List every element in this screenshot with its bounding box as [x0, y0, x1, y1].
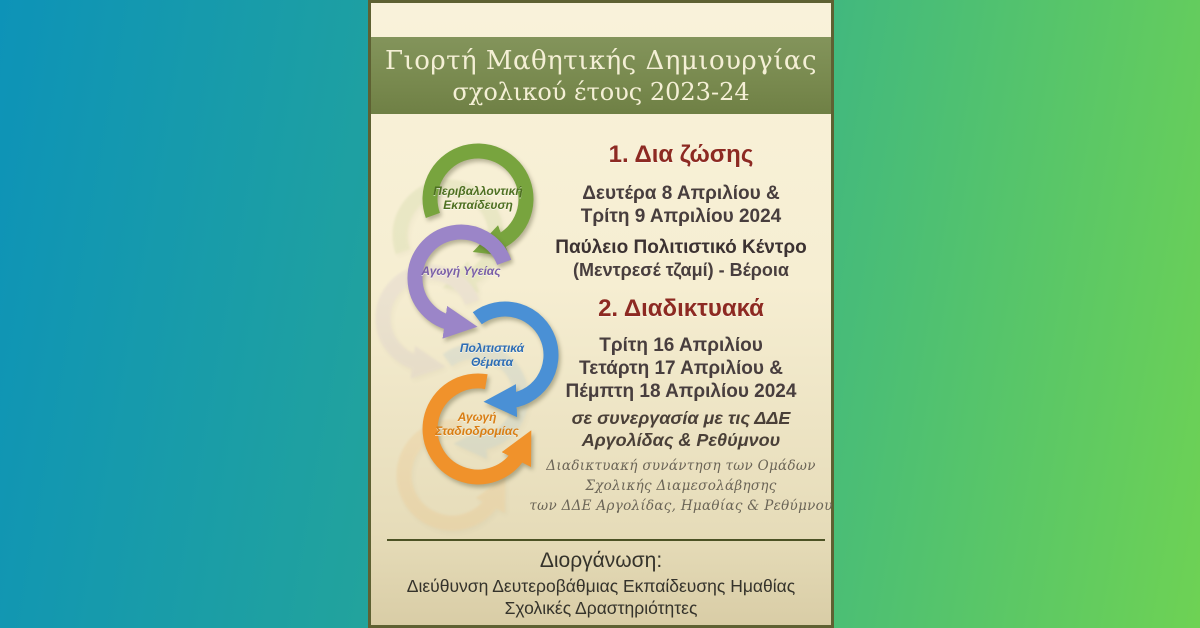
section-1-heading: 1. Δια ζώσης [608, 141, 754, 168]
organizer-line-1: Διεύθυνση Δευτεροβάθμιας Εκπαίδευσης Ημαθίας [406, 576, 796, 596]
script-note-line-3: των ΔΔΕ Αργολίδας, Ημαθίας & Ρεθύμνου [529, 498, 833, 514]
collaboration-note-line-1: σε συνεργασία με τις ΔΔΕ [571, 408, 791, 428]
organizer-line-2: Σχολικές Δραστηριότητες [504, 598, 698, 618]
poster-title: Γιορτή Μαθητικής Δημιουργίας [384, 46, 818, 76]
section-2-heading: 2. Διαδικτυακά [598, 295, 764, 322]
organizer-title: Διοργάνωση: [539, 549, 663, 572]
collaboration-note-line-2: Αργολίδας & Ρεθύμνου [581, 430, 781, 450]
section-2-date-line-2: Τετάρτη 17 Απριλίου & [579, 358, 783, 379]
script-note-line-2: Σχολικής Διαμεσολάβησης [585, 478, 777, 494]
script-note-line-1: Διαδικτυακή συνάντηση των Ομάδων [546, 458, 816, 474]
section-1-venue-name: Παύλειο Πολιτιστικό Κέντρο [555, 237, 807, 258]
section-1-date-line-2: Τρίτη 9 Απριλίου 2024 [580, 206, 782, 227]
poster-subtitle: σχολικού έτους 2023-24 [452, 78, 750, 106]
diagram-label-health: Αγωγή Υγείας [421, 264, 501, 278]
section-2-date-line-3: Πέμπτη 18 Απριλίου 2024 [565, 381, 797, 402]
diagram-label-environment: Περιβαλλοντική Εκπαίδευση [433, 184, 523, 212]
footer-divider [387, 539, 825, 541]
section-1-venue-detail: (Μεντρεσέ τζαμί) - Βέροια [573, 260, 789, 280]
section-1-date-line-1: Δευτέρα 8 Απριλίου & [582, 183, 780, 204]
event-details-column [526, 3, 836, 533]
diagram-label-career: Αγωγή Σταδιοδρομίας [435, 410, 519, 438]
section-2-date-line-1: Τρίτη 16 Απριλίου [599, 335, 763, 356]
poster [368, 0, 834, 628]
diagram-label-culture: Πολιτιστικά Θέματα [459, 341, 525, 369]
